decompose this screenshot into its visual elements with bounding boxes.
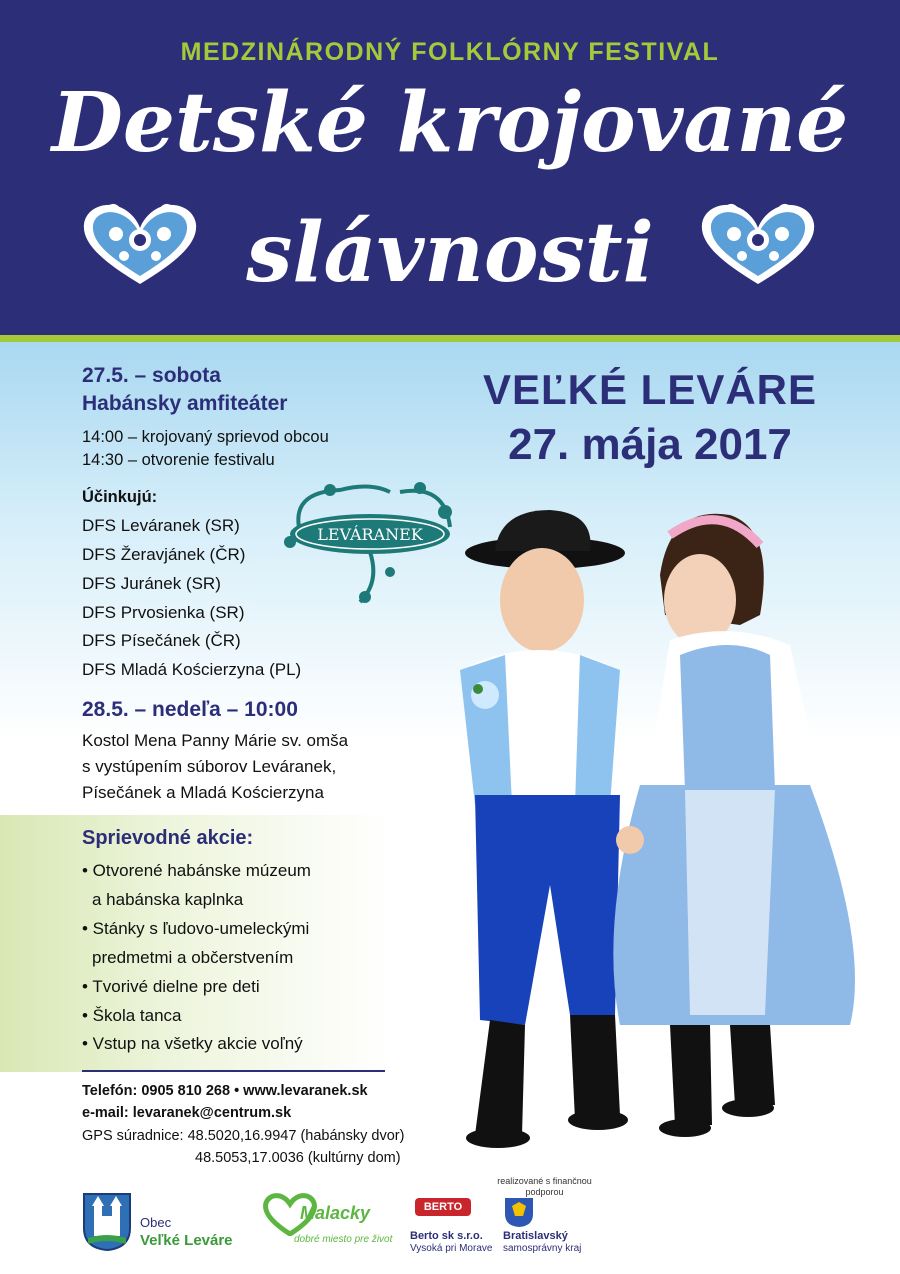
malacky-slogan: dobré miesto pre život xyxy=(294,1234,393,1245)
performers-heading: Účinkujú: xyxy=(82,488,158,506)
accompanying-item: • Vstup na všetky akcie voľný xyxy=(82,1034,303,1053)
bsk-sub: samosprávny kraj xyxy=(503,1243,582,1254)
performer-item: DFS Žeravjánek (ČR) xyxy=(82,545,246,564)
contact-divider xyxy=(82,1070,385,1072)
day2-line: Kostol Mena Panny Márie sv. omša xyxy=(82,731,349,750)
performer-item: DFS Písečánek (ČR) xyxy=(82,631,241,650)
day2-line: s vystúpením súborov Leváranek, xyxy=(82,757,337,776)
folk-heart-ornament-right xyxy=(698,200,818,286)
festival-subtitle: MEDZINÁRODNÝ FOLKLÓRNY FESTIVAL xyxy=(180,38,720,66)
folk-heart-ornament-left xyxy=(80,200,200,286)
accompanying-item: • Otvorené habánske múzeum xyxy=(82,861,311,880)
obec-crest-icon xyxy=(82,1192,132,1252)
day1-title: 27.5. – sobota xyxy=(82,364,221,387)
berto-place: Vysoká pri Morave xyxy=(410,1243,493,1254)
gps-line: GPS súradnice: 48.5020,16.9947 (habánsky dvor) xyxy=(82,1128,405,1144)
event-date: 27. mája 2017 xyxy=(508,420,792,469)
header-divider xyxy=(0,335,900,342)
festival-title-line2: slávnosti xyxy=(246,205,654,301)
accompanying-item: • Stánky s ľudovo-umeleckými xyxy=(82,919,310,938)
contact-phone-web: Telefón: 0905 810 268 • www.levaranek.sk xyxy=(82,1083,368,1099)
day2-line: Písečánek a Mladá Kościerzyna xyxy=(82,783,324,802)
day2-title: 28.5. – nedeľa – 10:00 xyxy=(82,698,298,721)
performer-item: DFS Juránek (SR) xyxy=(82,574,221,593)
accompanying-heading: Sprievodné akcie: xyxy=(82,827,254,849)
accompanying-item: a habánska kaplnka xyxy=(92,890,244,909)
bsk-caption: realizované s finančnou podporou xyxy=(497,1176,592,1197)
children-in-costume-photo xyxy=(430,505,890,1185)
berto-name: Berto sk s.r.o. xyxy=(410,1230,483,1242)
berto-logo: BERTO xyxy=(415,1198,471,1216)
obec-name: Veľké Leváre xyxy=(140,1232,233,1249)
festival-title-line1: Detské krojované xyxy=(51,75,849,171)
bsk-name: Bratislavský xyxy=(503,1230,568,1242)
bsk-crest-icon xyxy=(503,1196,535,1228)
contact-email: e-mail: levaranek@centrum.sk xyxy=(82,1105,292,1121)
malacky-name: Malacky xyxy=(300,1203,371,1223)
day1-venue: Habánsky amfiteáter xyxy=(82,392,288,415)
accompanying-item: • Škola tanca xyxy=(82,1006,182,1025)
performer-item: DFS Prvosienka (SR) xyxy=(82,603,245,622)
obec-label: Obec xyxy=(140,1215,172,1230)
svg-text:LEVÁRANEK: LEVÁRANEK xyxy=(317,525,423,544)
gps-line: 48.5053,17.0036 (kultúrny dom) xyxy=(195,1150,401,1166)
event-place: VEĽKÉ LEVÁRE xyxy=(482,366,818,413)
performer-item: DFS Leváranek (SR) xyxy=(82,516,240,535)
schedule-line: 14:00 – krojovaný sprievod obcou xyxy=(82,428,329,446)
schedule-line: 14:30 – otvorenie festivalu xyxy=(82,451,275,469)
accompanying-item: • Tvorivé dielne pre deti xyxy=(82,977,260,996)
performer-item: DFS Mladá Kościerzyna (PL) xyxy=(82,660,302,679)
accompanying-item: predmetmi a občerstvením xyxy=(92,948,294,967)
